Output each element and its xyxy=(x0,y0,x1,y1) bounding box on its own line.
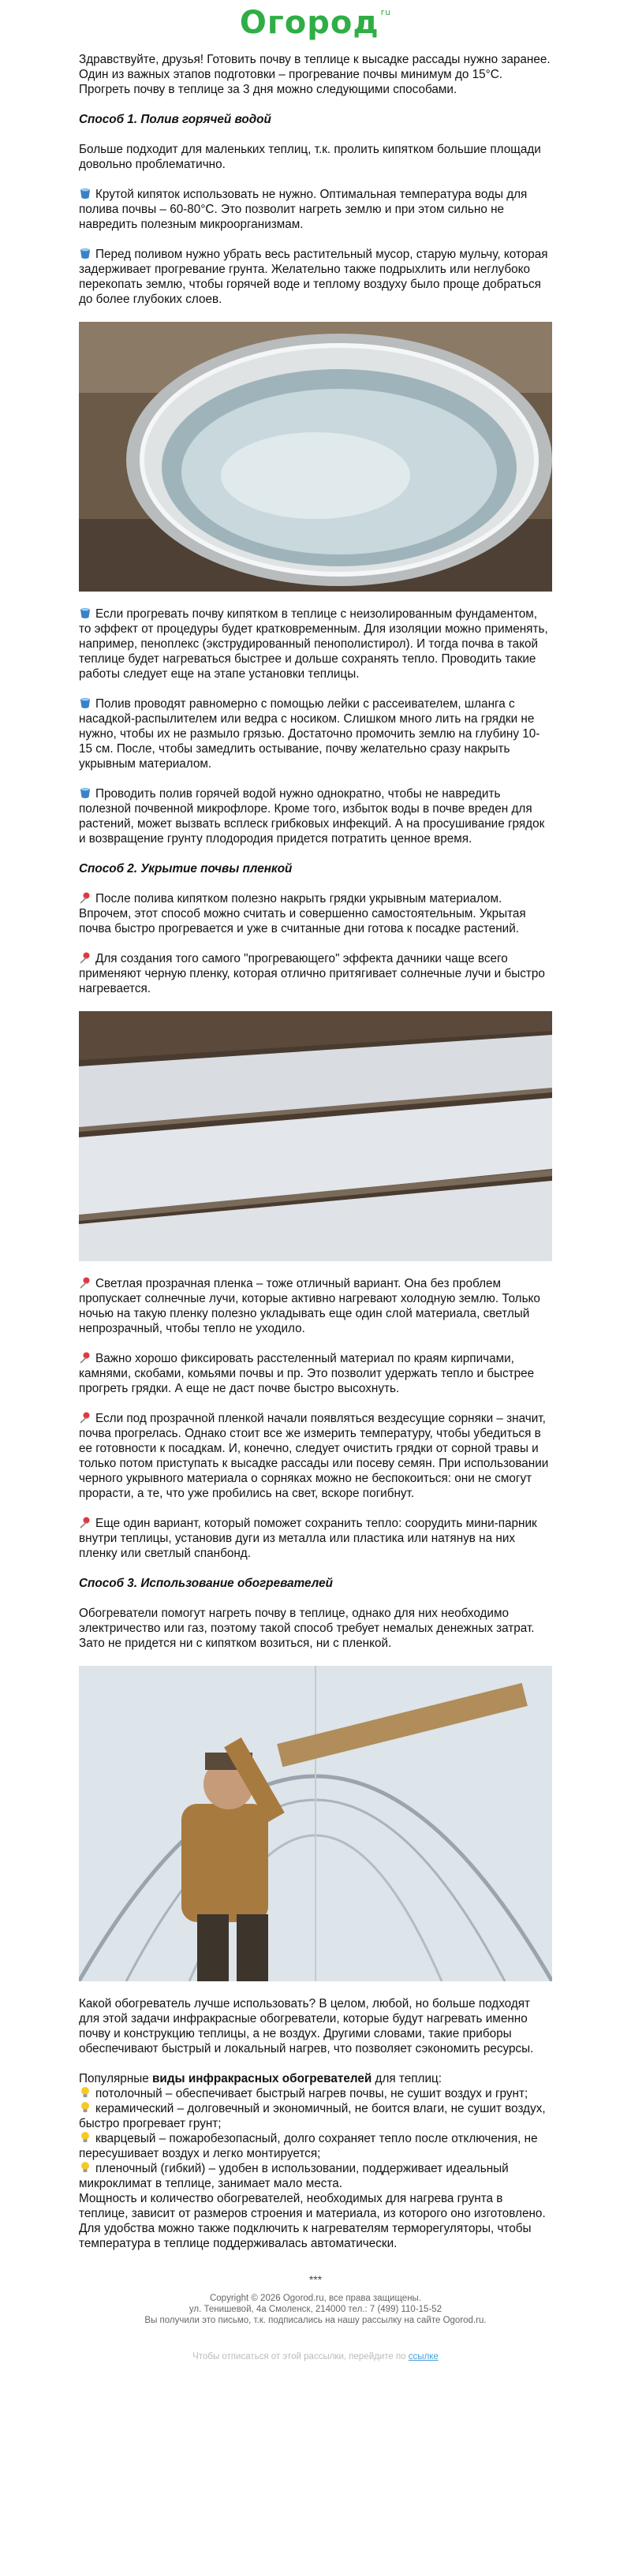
paragraph: Для создания того самого "прогревающего" эффекта дачники чаще всего применяют черную пленку, которая отлично притягивает солнечные лучи и быстро нагревается. xyxy=(79,952,545,995)
paragraph: Важно хорошо фиксировать расстеленный материал по краям кирпичами, камнями, скобами, комьями почвы и пр. Это позволит удержать тепло и быстрее прогреть грядки. А еще не даст почве быстро высохнуть. xyxy=(79,1352,535,1395)
photo-white-film-beds xyxy=(79,1011,552,1261)
pushpin-icon xyxy=(79,891,91,904)
paragraph: Если прогревать почву кипятком в теплице с неизолированным фундаментом, то эффект от процедуры будет кратковременным. Для изоляции можно применять, например, пеноплекс (экструдированный пенополистирол). И тогда почва в такой теплице будет нагреваться быстрее и дольше сохранять тепло. Проводить такие работы следует еще на этапе установки теплицы. xyxy=(79,607,548,681)
email-body xyxy=(79,0,552,2362)
lightbulb-icon xyxy=(79,2131,91,2144)
paragraph: Если под прозрачной пленкой начали появляться вездесущие сорняки – значит, почва прогрелась. Однако стоит все же измерить температуру, чтобы убедиться в ее готовности к посадкам. И, конечно, следует очистить грядки от сорной травы и только потом приступать к высадке рассады или посеву семян. При использовании черного укрывного материала о сорняках можно не беспокоиться: они не смогут прорасти, а те, что уже пробились на свет, вскоре погибнут. xyxy=(79,1412,549,1500)
section-title-2: Способ 2. Укрытие почвы пленкой xyxy=(79,862,293,875)
list-item: потолочный – обеспечивает быстрый нагрев почвы, не сушит воздух и грунт; xyxy=(79,2086,552,2101)
paragraph: Какой обогреватель лучше использовать? В целом, любой, но больше подходят для этой задачи инфракрасные обогреватели, которые будут нагревать именно почву и конструкцию теплицы, а не воздух. Другими словами, такие приборы обеспечивают быстрый и локальный нагрев, что позволяет сэкономить ресурсы. xyxy=(79,1997,534,2055)
lightbulb-icon xyxy=(79,2161,91,2174)
list-item: пленочный (гибкий) – удобен в использовании, поддерживает идеальный микроклимат в теплице, занимает мало места. xyxy=(79,2162,509,2190)
separator-stars: *** xyxy=(308,2273,323,2286)
unsubscribe-line: Чтобы отписаться от этой рассылки, перейдите по ссылке xyxy=(192,2352,439,2361)
lightbulb-icon xyxy=(79,2101,91,2114)
list-item: кварцевый – пожаробезопасный, долго сохраняет тепло после отключения, не пересушивает воздух и легко монтируется; xyxy=(79,2132,538,2160)
logo-text: Огород xyxy=(239,5,379,41)
email-header xyxy=(79,0,552,46)
logo-suffix: ru xyxy=(380,7,392,17)
paragraph: Больше подходит для маленьких теплиц, т.к. пролить кипятком большие площади довольно проблематично. xyxy=(79,143,541,171)
photo-man-installing-heater xyxy=(79,1666,552,1981)
subscription-reason: Вы получили это письмо, т.к. подписались на нашу рассылку на сайте Ogorod.ru. xyxy=(144,2316,487,2325)
lightbulb-icon xyxy=(79,2086,91,2099)
section-title-1: Способ 1. Полив горячей водой xyxy=(79,113,271,126)
pushpin-icon xyxy=(79,1516,91,1529)
bucket-icon xyxy=(79,786,91,799)
bucket-icon xyxy=(79,247,91,259)
paragraph: Светлая прозрачная пленка – тоже отличный вариант. Она без проблем пропускает солнечные лучи, которые активно нагревают холодную землю. Только ночью на такую пленку полезно укладывать еще один слой материала, светлый непрозрачный, чтобы тепло не уходило. xyxy=(79,1277,540,1335)
ogorod-logo[interactable] xyxy=(240,7,391,39)
pushpin-icon xyxy=(79,1351,91,1364)
paragraph: Проводить полив горячей водой нужно однократно, чтобы не навредить полезной почвенной микрофлоре. Кроме того, избыток воды в почве вреден для растений, может вызвать всплеск грибковых инфекций. А на просушивание грядок и возвращение грунту плодородия придется потратить ценное время. xyxy=(79,787,545,846)
photo-pot-hot-water xyxy=(79,322,552,592)
paragraph: Перед поливом нужно убрать весь растительный мусор, старую мульчу, которая задерживает прогревание грунта. Желательно также подрыхлить или неглубоко перекопать землю, чтобы горячей воде и теплому воздуху было проще добраться до более глубоких слоев. xyxy=(79,248,548,306)
copyright: Copyright © 2026 Ogorod.ru, все права защищены. xyxy=(209,2294,422,2303)
heater-list xyxy=(79,2086,552,2191)
paragraph: Еще один вариант, который поможет сохранить тепло: соорудить мини-парник внутри теплицы, установив дуги из металла или пластика или натянув на них пленку или светлый спанбонд. xyxy=(79,1517,537,1560)
paragraph: Обогреватели помогут нагреть почву в теплице, однако для них необходимо электричество или газ, поэтому такой способ требует немалых денежных затрат. Зато не придется ни с кипятком возиться, ни с пленкой. xyxy=(79,1607,535,1650)
list-item: керамический – долговечный и экономичный, не боится влаги, не сушит воздух, быстро прогревает грунт; xyxy=(79,2102,546,2130)
paragraph: Крутой кипяток использовать не нужно. Оптимальная температура воды для полива почвы – 60-80°С. Это позволит нагреть землю и при этом сильно не навредить полезным микроорганизмам. xyxy=(79,188,528,231)
unsubscribe-link[interactable]: ссылке xyxy=(408,2352,439,2361)
bucket-icon xyxy=(79,187,91,200)
heater-types xyxy=(79,2071,552,2251)
paragraph: Мощность и количество обогревателей, необходимых для нагрева грунта в теплице, зависит от размеров строения и материала, из которого оно изготовлено. Для удобства можно также подключить к нагревателям терморегуляторы, чтобы температура в теплице поддерживалась автоматически. xyxy=(79,2192,546,2250)
bucket-icon xyxy=(79,696,91,709)
paragraph: Полив проводят равномерно с помощью лейки с рассеивателем, шланга с насадкой-распылителем или ведра с носиком. Слишком много лить на грядки не нужно, чтобы их не размыло грязью. Достаточно промочить землю на глубину 10-15 см. После, чтобы замедлить остывание, почву желательно сразу накрыть укрывным материалом. xyxy=(79,697,540,771)
section-title-3: Способ 3. Использование обогревателей xyxy=(79,1577,333,1590)
paragraph: После полива кипятком полезно накрыть грядки укрывным материалом. Впрочем, этот способ можно считать и совершенно самостоятельным. Укрытая почва быстро прогревается и уже в считанные дни готова к посадке растений. xyxy=(79,892,526,935)
pushpin-icon xyxy=(79,951,91,964)
pushpin-icon xyxy=(79,1276,91,1289)
bucket-icon xyxy=(79,607,91,619)
article xyxy=(79,46,552,2251)
intro-paragraph: Здравствуйте, друзья! Готовить почву в теплице к высадке рассады нужно заранее. Один из важных этапов подготовки – прогревание почвы минимум до 15°С. Прогреть почву в теплице за 3 дня можно следующими способами. xyxy=(79,53,551,96)
pushpin-icon xyxy=(79,1411,91,1424)
list-intro: Популярные виды инфракрасных обогревателей для теплиц: xyxy=(79,2072,442,2085)
address: ул. Тенишевой, 4а Смоленск, 214000 тел.: 7 (499) 110-15-52 xyxy=(189,2305,442,2314)
email-footer xyxy=(79,2266,552,2362)
